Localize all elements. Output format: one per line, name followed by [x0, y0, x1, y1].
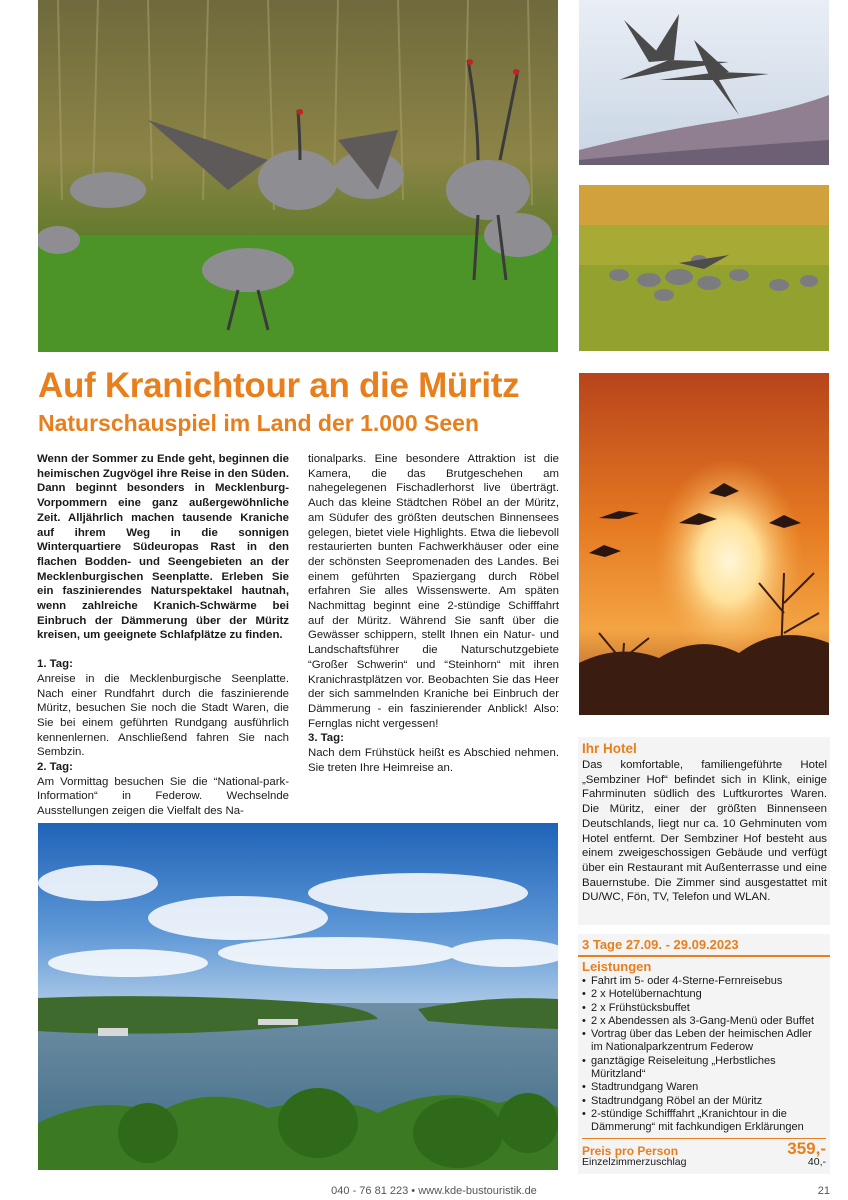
price-label: Preis pro Person	[582, 1144, 679, 1158]
services-heading: Leistungen	[582, 959, 652, 974]
day3-label: 3. Tag:	[308, 732, 344, 745]
day2-label: 2. Tag:	[37, 761, 73, 774]
day2-text-part2: tionalparks. Eine besondere Attraktion ist die Kamera, die das Brutgeschehen am nahegelegenen Fischadlerhorst live überträgt. Auch das kleine Städtchen Röbel an der Müritz, am Südufer des größten deutschen Binnensees gelegen, bietet viele Highlights. Etwa die liebevoll restaurierten bunten Fachwerkhäuser oder eine der schönsten Seepromenaden des Landes. Bei einem geführten Spaziergang durch Röbel erfahren Sie alles Wissenswerte. Am späten Nachmittag beginnt eine 2-stündige Schifffahrt auf der Müritz. Während Sie sanft über die Gewässer schippern, stellt Ihnen ein Natur- und Landschaftsführer die Naturschutzgebiete “Großer Schwerin“ und “Steinhorn“ mit ihren Kranichrastplätzen vor. Beobachten Sie das Heer der sich sammelnden Kraniche bei Einbruch der Dämmerung - ein faszinierender Anblick! Also: Fernglas nicht vergessen!	[308, 453, 559, 730]
price-row	[582, 1138, 826, 1158]
services-list	[578, 975, 830, 1135]
day1-label: 1. Tag:	[37, 658, 73, 671]
single-room-value: 40,-	[807, 1156, 826, 1168]
day3-text: Nach dem Frühstück heißt es Abschied nehmen. Sie treten Ihre Heimreise an.	[308, 747, 559, 774]
footer-contact: 040 - 76 81 223 • www.kde-bustouristik.de	[331, 1185, 537, 1197]
photo-flying-cranes	[579, 0, 829, 165]
hotel-description: Das komfortable, familiengeführte Hotel „Sembziner Hof“ befindet sich in Klink, einige Fahrminuten südlich des Luftkurortes Waren. Die Müritz, einer der größten Binnenseen Deutschlands, liegt nur ca. 10 Gehminuten vom Hotel entfernt. Der Sembziner Hof besteht aus einem zweigeschossigen Gebäude und verfügt über ein Restaurant mit Außenterrasse und eine Bauernstube. Die Zimmer sind ausgestattet mit DU/WC, Fön, TV, Telefon und WLAN.	[582, 759, 827, 904]
list-item: • Fahrt im 5- oder 4-Sterne-Fernreisebus	[582, 975, 826, 988]
list-item: • Stadtrundgang Waren	[582, 1081, 826, 1094]
single-room-label: Einzelzimmerzuschlag	[582, 1156, 687, 1168]
day2-text-part1: Am Vormittag besuchen Sie die “National-park-Information“ in Federow. Wechselnde Ausstellungen zeigen die Vielfalt des Na-	[37, 775, 289, 818]
list-item: • Stadtrundgang Röbel an der Müritz	[582, 1095, 826, 1108]
day1-text: Anreise in die Mecklenburgische Seenplatte. Nach einer Rundfahrt durch die faszinierende Müritz, besuchen Sie noch die Stadt Waren, die Sie bei einem geführten Rundgang ausführlich kennenlernen. Anschließend fahren Sie nach Sembzin.	[37, 672, 289, 759]
list-item: • 2 x Frühstücksbuffet	[582, 1002, 826, 1015]
list-item: • 2 x Hotelübernachtung	[582, 988, 826, 1001]
page-title: Auf Kranichtour an die Müritz	[38, 366, 520, 405]
hotel-info-box	[578, 737, 830, 925]
photo-cranes-in-field	[579, 185, 829, 351]
article-intro: Wenn der Sommer zu Ende geht, beginnen die heimischen Zugvögel ihre Reise in den Süden. Dann beginnt besonders in Mecklenburg-Vorpommern eine ganz außergewöhnliche Zeit. Alljährlich machen tausende Kraniche auf ihrem Weg in die sonnigen Winterquartiere Südeuropas Rast in den flachen Bodden- und Seengebieten an der Mecklenburgischen Seenplatte. Erleben Sie ein faszinierendes Naturspektakel hautnah, wenn zahlreiche Kranich-Schwärme bei Einbruch der Dämmerung über der Müritz kreisen, um geeignete Schlafplätze zu finden.	[37, 453, 289, 642]
photo-lake-mueritz	[38, 823, 558, 1170]
tour-info-box	[578, 934, 830, 1174]
page-subtitle: Naturschauspiel im Land der 1.000 Seen	[38, 410, 479, 436]
photo-cranes-in-reeds	[38, 0, 558, 352]
list-item: • 2-stündige Schifffahrt „Kranichtour in die Dämmerung“ mit fachkundigen Erklärungen	[582, 1108, 826, 1135]
list-item: • Vortrag über das Leben der heimischen Adler im Nationalparkzentrum Federow	[582, 1028, 826, 1055]
list-item: • 2 x Abendessen als 3-Gang-Menü oder Buffet	[582, 1015, 826, 1028]
price-value: 359,-	[787, 1139, 826, 1158]
tour-dates: 3 Tage 27.09. - 29.09.2023	[578, 934, 830, 957]
photo-sunset-cranes	[579, 373, 829, 715]
page-number: 21	[817, 1185, 830, 1197]
hotel-heading: Ihr Hotel	[582, 741, 637, 756]
list-item: • ganztägige Reiseleitung „Herbstliches Müritzland“	[582, 1055, 826, 1082]
article-column-2	[308, 452, 559, 775]
article-column-1	[37, 452, 289, 819]
